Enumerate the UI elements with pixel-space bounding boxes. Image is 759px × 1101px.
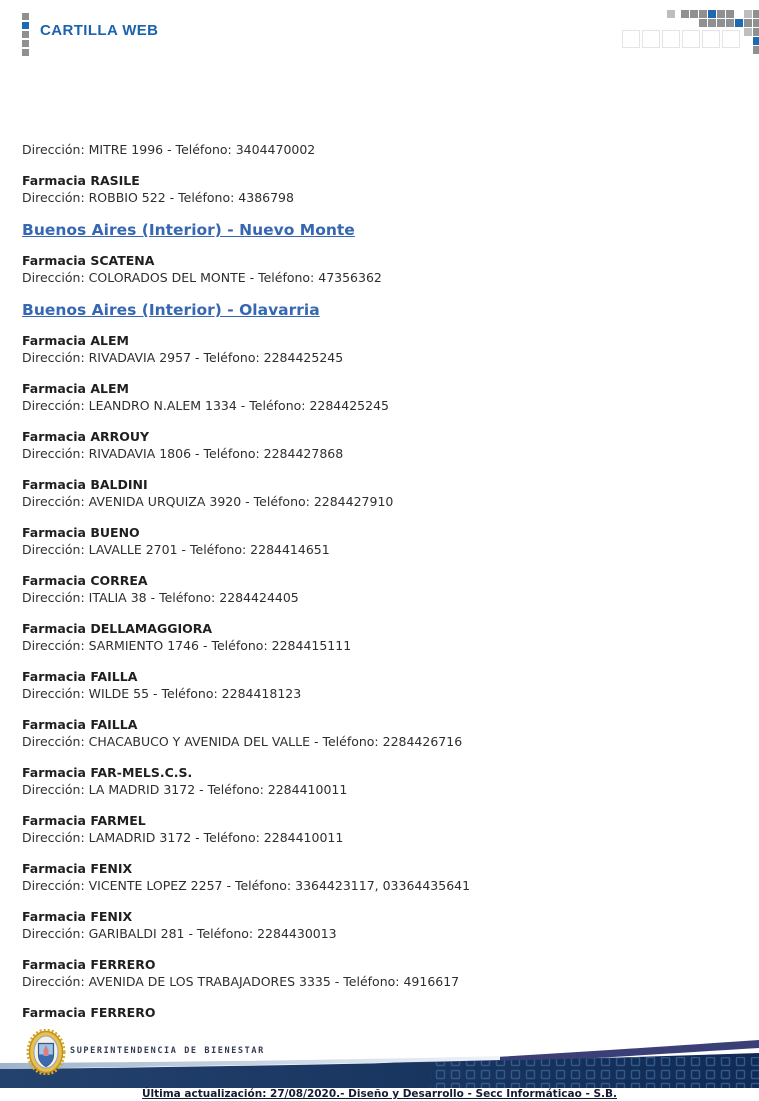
deco-outline-square <box>662 30 680 48</box>
pharmacy-name: Farmacia CORREA <box>22 573 148 588</box>
deco-square <box>22 22 29 29</box>
deco-square <box>699 10 707 18</box>
pharmacy-address: Dirección: VICENTE LOPEZ 2257 - Teléfono: 3364423117, 03364435641 <box>22 878 471 893</box>
pharmacy-entry <box>22 668 737 702</box>
pharmacy-address: Dirección: LAMADRID 3172 - Teléfono: 2284410011 <box>22 830 344 845</box>
pharmacy-name: Farmacia FAR-MELS.C.S. <box>22 765 193 780</box>
deco-square <box>717 19 725 27</box>
deco-square <box>735 19 743 27</box>
pharmacy-entry <box>22 572 737 606</box>
deco-outline-square <box>682 30 700 48</box>
pharmacy-address: Dirección: SARMIENTO 1746 - Teléfono: 2284415111 <box>22 638 352 653</box>
organization-name: SUPERINTENDENCIA DE BIENESTAR <box>70 1046 265 1056</box>
pharmacy-list <box>22 141 737 1035</box>
footer-wave-banner <box>0 1030 759 1088</box>
pharmacy-address: Dirección: AVENIDA DE LOS TRABAJADORES 3335 - Teléfono: 4916617 <box>22 974 460 989</box>
pharmacy-name: Farmacia ALEM <box>22 381 129 396</box>
pharmacy-entry <box>22 716 737 750</box>
deco-square <box>753 46 759 54</box>
pharmacy-entry <box>22 380 737 414</box>
pharmacy-entry <box>22 956 737 990</box>
pharmacy-address: Dirección: MITRE 1996 - Teléfono: 3404470002 <box>22 142 316 157</box>
deco-square <box>667 10 675 18</box>
pharmacy-address: Dirección: RIVADAVIA 1806 - Teléfono: 2284427868 <box>22 446 344 461</box>
pharmacy-entry <box>22 764 737 798</box>
deco-square <box>726 19 734 27</box>
deco-square <box>22 40 29 47</box>
pharmacy-name: Farmacia FAILLA <box>22 717 138 732</box>
section-heading-nuevo-monte[interactable]: Buenos Aires (Interior) - Nuevo Monte <box>22 221 355 239</box>
pharmacy-address: Dirección: LEANDRO N.ALEM 1334 - Teléfono: 2284425245 <box>22 398 389 413</box>
pharmacy-name: Farmacia SCATENA <box>22 253 155 268</box>
pharmacy-address: Dirección: RIVADAVIA 2957 - Teléfono: 2284425245 <box>22 350 344 365</box>
pharmacy-entry <box>22 1004 737 1021</box>
pharmacy-address: Dirección: ITALIA 38 - Teléfono: 2284424405 <box>22 590 299 605</box>
pharmacy-name: Farmacia ARROUY <box>22 429 150 444</box>
deco-square <box>717 10 725 18</box>
pharmacy-entry <box>22 428 737 462</box>
pharmacy-name: Farmacia FENIX <box>22 909 133 924</box>
pharmacy-address: Dirección: LAVALLE 2701 - Teléfono: 2284414651 <box>22 542 330 557</box>
pharmacy-address: Dirección: AVENIDA URQUIZA 3920 - Teléfono: 2284427910 <box>22 494 394 509</box>
deco-square <box>726 10 734 18</box>
deco-square <box>753 28 759 36</box>
pharmacy-name: Farmacia DELLAMAGGIORA <box>22 621 213 636</box>
pharmacy-entry <box>22 524 737 558</box>
pharmacy-address: Dirección: ROBBIO 522 - Teléfono: 4386798 <box>22 190 294 205</box>
deco-outline-square <box>722 30 740 48</box>
pharmacy-name: Farmacia FERRERO <box>22 957 156 972</box>
deco-outline-square <box>622 30 640 48</box>
pharmacy-name: Farmacia FENIX <box>22 861 133 876</box>
superintendencia-crest-icon <box>26 1029 66 1075</box>
pharmacy-entry <box>22 620 737 654</box>
pharmacy-entry <box>22 252 737 286</box>
deco-square <box>753 19 759 27</box>
pharmacy-entry <box>22 908 737 942</box>
deco-square <box>22 13 29 20</box>
pharmacy-entry <box>22 476 737 510</box>
deco-outline-square <box>642 30 660 48</box>
deco-square <box>753 10 759 18</box>
pharmacy-name: Farmacia BALDINI <box>22 477 148 492</box>
pharmacy-address: Dirección: GARIBALDI 281 - Teléfono: 2284430013 <box>22 926 337 941</box>
pharmacy-address: Dirección: CHACABUCO Y AVENIDA DEL VALLE - Teléfono: 2284426716 <box>22 734 463 749</box>
deco-square <box>753 37 759 45</box>
pharmacy-address: Dirección: WILDE 55 - Teléfono: 2284418123 <box>22 686 302 701</box>
deco-square <box>744 19 752 27</box>
pharmacy-name: Farmacia BUENO <box>22 525 140 540</box>
pharmacy-name: Farmacia RASILE <box>22 173 140 188</box>
last-update-text: Última actualización: 27/08/2020.- Diseño y Desarrollo - Secc Informáticao - S.B. <box>141 1088 618 1100</box>
pharmacy-entry <box>22 860 737 894</box>
deco-square <box>708 10 716 18</box>
pharmacy-address: Dirección: LA MADRID 3172 - Teléfono: 2284410011 <box>22 782 348 797</box>
pharmacy-address: Dirección: COLORADOS DEL MONTE - Teléfono: 47356362 <box>22 270 382 285</box>
deco-square <box>699 19 707 27</box>
app-title[interactable]: CARTILLA WEB <box>40 22 159 39</box>
pharmacy-name: Farmacia FERRERO <box>22 1005 156 1020</box>
deco-square <box>22 31 29 38</box>
pharmacy-entry <box>22 172 737 206</box>
deco-outline-square <box>702 30 720 48</box>
pharmacy-name: Farmacia ALEM <box>22 333 129 348</box>
pharmacy-entry <box>22 332 737 366</box>
deco-square <box>681 10 689 18</box>
deco-square <box>744 10 752 18</box>
deco-square <box>744 28 752 36</box>
deco-square <box>708 19 716 27</box>
pharmacy-entry <box>22 812 737 846</box>
section-heading-olavarria[interactable]: Buenos Aires (Interior) - Olavarria <box>22 301 320 319</box>
pharmacy-name: Farmacia FARMEL <box>22 813 146 828</box>
deco-square <box>690 10 698 18</box>
deco-square <box>22 49 29 56</box>
pharmacy-name: Farmacia FAILLA <box>22 669 138 684</box>
